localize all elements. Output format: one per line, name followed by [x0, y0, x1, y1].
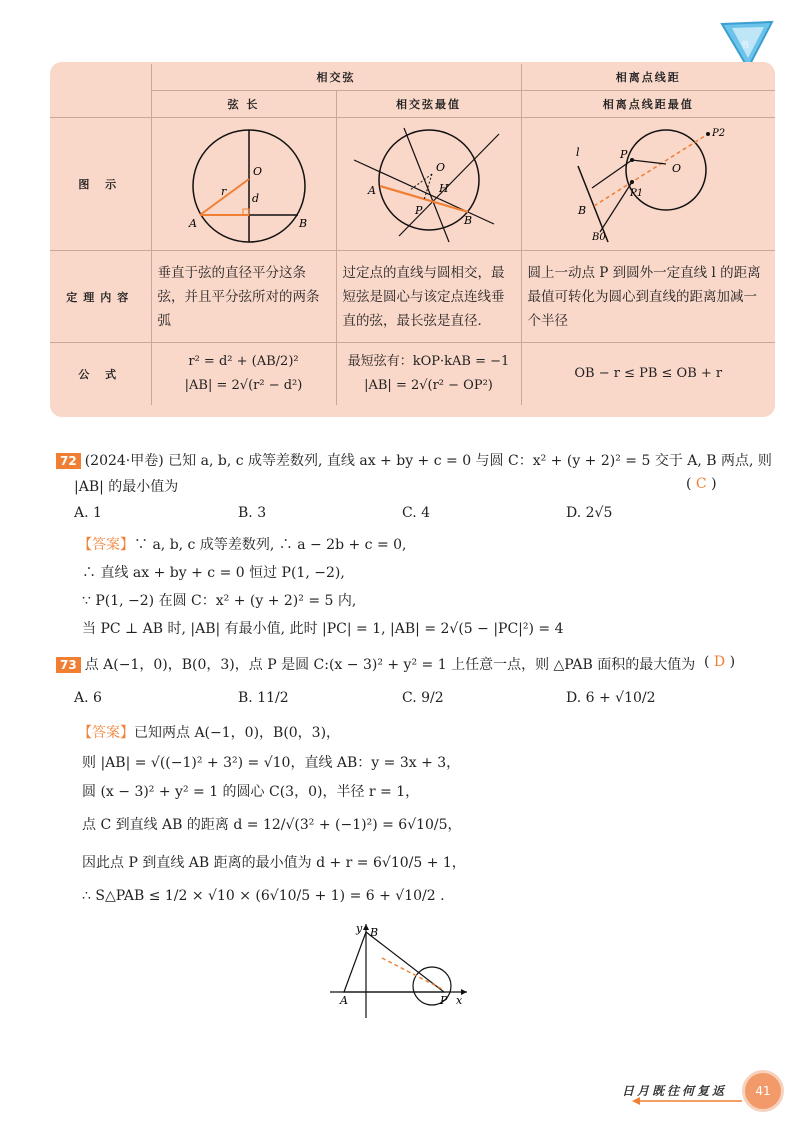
figure-chord-length: [151, 118, 336, 251]
formula2-line1: 最短弦有：kOP·kAB = −1: [347, 353, 510, 369]
corner-cell: [50, 64, 151, 118]
graph-label-B: B: [370, 926, 379, 939]
fig2-label-H: H: [438, 182, 449, 195]
graph-label-x: x: [456, 994, 463, 1007]
header-point-line-distance: 相离点线距: [521, 64, 775, 91]
q73-solution-label: 【答案】: [78, 725, 134, 741]
fig2-label-O: O: [435, 161, 445, 174]
footer-arrow: [632, 1096, 742, 1106]
q73-answer: D: [713, 654, 726, 670]
figure-chord-extreme: [336, 118, 521, 251]
q73-solution-line-6: ∴ S△PAB ≤ 1/2 × √10 × (6√10/5 + 1) = 6 + √10/2 .: [82, 888, 445, 904]
formula1-line1: r² = d² + (AB/2)²: [188, 353, 299, 369]
q73-solution-line-2: 则 |AB| = √((−1)² + 3²) = √10，直线 AB：y = 3x + 3，: [82, 755, 461, 771]
q73-option-a: A. 6: [74, 690, 102, 706]
fig1-label-O: O: [252, 165, 262, 178]
q72-solution-label: 【答案】: [78, 537, 134, 553]
row-label-figure: 图 示: [50, 118, 151, 251]
fig3-label-B: B: [578, 204, 587, 217]
q72-option-a: A. 1: [74, 505, 102, 521]
graph-label-P: P: [440, 994, 448, 1007]
formula1-line2: |AB| = 2√(r² − d²): [184, 377, 303, 393]
formula-distance-extreme: OB − r ≤ PB ≤ OB + r: [521, 343, 775, 405]
q72-solution-line-3: ∵ P(1, −2) 在圆 C：x² + (y + 2)² = 5 内,: [82, 593, 357, 609]
page-number: 41: [742, 1070, 784, 1112]
subheader-chord-extreme: 相交弦最值: [336, 91, 521, 118]
fig1-label-r: r: [220, 185, 226, 198]
fig3-label-B0: B0: [592, 232, 606, 243]
subheader-distance-extreme: 相离点线距最值: [521, 91, 775, 118]
fig1-label-d: d: [251, 192, 259, 205]
formula-chord-extreme: [336, 343, 521, 405]
q73-option-c: C. 9/2: [402, 690, 444, 706]
footer-slogan: 日月既往何复返: [622, 1084, 728, 1098]
fig3-label-P2: P2: [712, 128, 726, 139]
q72-option-c: C. 4: [402, 505, 431, 521]
subheader-chord-length: 弦 长: [151, 91, 336, 118]
fig2-label-B: B: [463, 214, 472, 227]
fig2-label-P: P: [414, 204, 422, 217]
q72-solution-text-1: ∵ a, b, c 成等差数列, ∴ a − 2b + c = 0,: [134, 537, 407, 553]
row-label-theorem: 定理内容: [50, 251, 151, 343]
q72-stem-text: (2024·甲卷) 已知 a, b, c 成等差数列, 直线 ax + by + c = 0 与圆 C：x² + (y + 2)² = 5 交于 A, B 两点, 则: [84, 453, 772, 469]
row-label-formula: 公 式: [50, 343, 151, 405]
formula-chord-length: [151, 343, 336, 405]
svg-text:书: 书: [740, 41, 750, 51]
q72-option-b: B. 3: [238, 505, 267, 521]
q73-solution-line-1: [78, 722, 340, 742]
figure-distance-extreme: [521, 118, 775, 251]
fig3-label-O: O: [672, 162, 682, 175]
q73-option-d: D. 6 + √10/2: [566, 690, 656, 706]
q72-solution-line-1: [78, 534, 407, 554]
q72-answer: C: [695, 476, 707, 492]
q73-option-b: B. 11/2: [238, 690, 289, 706]
q73-solution-text-1: 已知两点 A(−1，0)，B(0，3)，: [134, 725, 341, 741]
q72-number: 72: [56, 453, 81, 469]
q72-option-d: D. 2√5: [566, 505, 613, 521]
fig3-label-P1: P1: [630, 188, 644, 199]
theorem-chord-length: 垂直于弦的直径平分这条弦，并且平分弦所对的两条弧: [151, 251, 336, 343]
formula2-line2: |AB| = 2√(r² − OP²): [364, 377, 493, 393]
graph-label-y: y: [356, 922, 363, 935]
graph-label-A: A: [340, 994, 348, 1007]
fig3-label-l: l: [576, 146, 580, 159]
q73-number: 73: [56, 657, 81, 673]
q72-stem-2: |AB| 的最小值为: [74, 479, 179, 495]
fig2-label-A: A: [367, 184, 376, 197]
q72-solution-line-2: ∴ 直线 ax + by + c = 0 恒过 P(1, −2),: [82, 565, 345, 581]
fig1-label-A: A: [188, 217, 197, 230]
fig3-label-P: P: [620, 148, 628, 161]
q73-stem-text: 点 A(−1，0)，B(0，3)，点 P 是圆 C:(x − 3)² + y² = 1 上任意一点，则 △PAB 面积的最大值为: [84, 657, 696, 673]
header-intersecting-chord: 相交弦: [151, 64, 521, 91]
q73-solution-line-4: 点 C 到直线 AB 的距离 d = 12/√(3² + (−1)²) = 6√10/5，: [82, 817, 462, 833]
fig1-label-B: B: [298, 217, 307, 230]
q73-solution-line-3: 圆 (x − 3)² + y² = 1 的圆心 C(3，0)，半径 r = 1，: [82, 784, 420, 800]
q72-solution-line-4: 当 PC ⊥ AB 时, |AB| 有最小值, 此时 |PC| = 1, |AB| = 2√(5 − |PC|²) = 4: [82, 621, 564, 637]
summary-table: [50, 62, 775, 417]
theorem-distance-extreme: 圆上一动点 P 到圆外一定直线 l 的距离最值可转化为圆心到直线的距离加减一个半径: [521, 251, 775, 343]
q73-graph: [322, 920, 472, 1020]
theorem-chord-extreme: 过定点的直线与圆相交，最短弦是圆心与该定点连线垂直的弦，最长弦是直径．: [336, 251, 521, 343]
q72-stem: [56, 450, 772, 470]
q72-answer-paren: ( C ): [686, 476, 717, 492]
q73-stem: [56, 654, 695, 674]
q73-solution-line-5: 因此点 P 到直线 AB 距离的最小值为 d + r = 6√10/5 + 1，: [82, 855, 466, 871]
q73-answer-paren: ( D ): [704, 654, 736, 670]
